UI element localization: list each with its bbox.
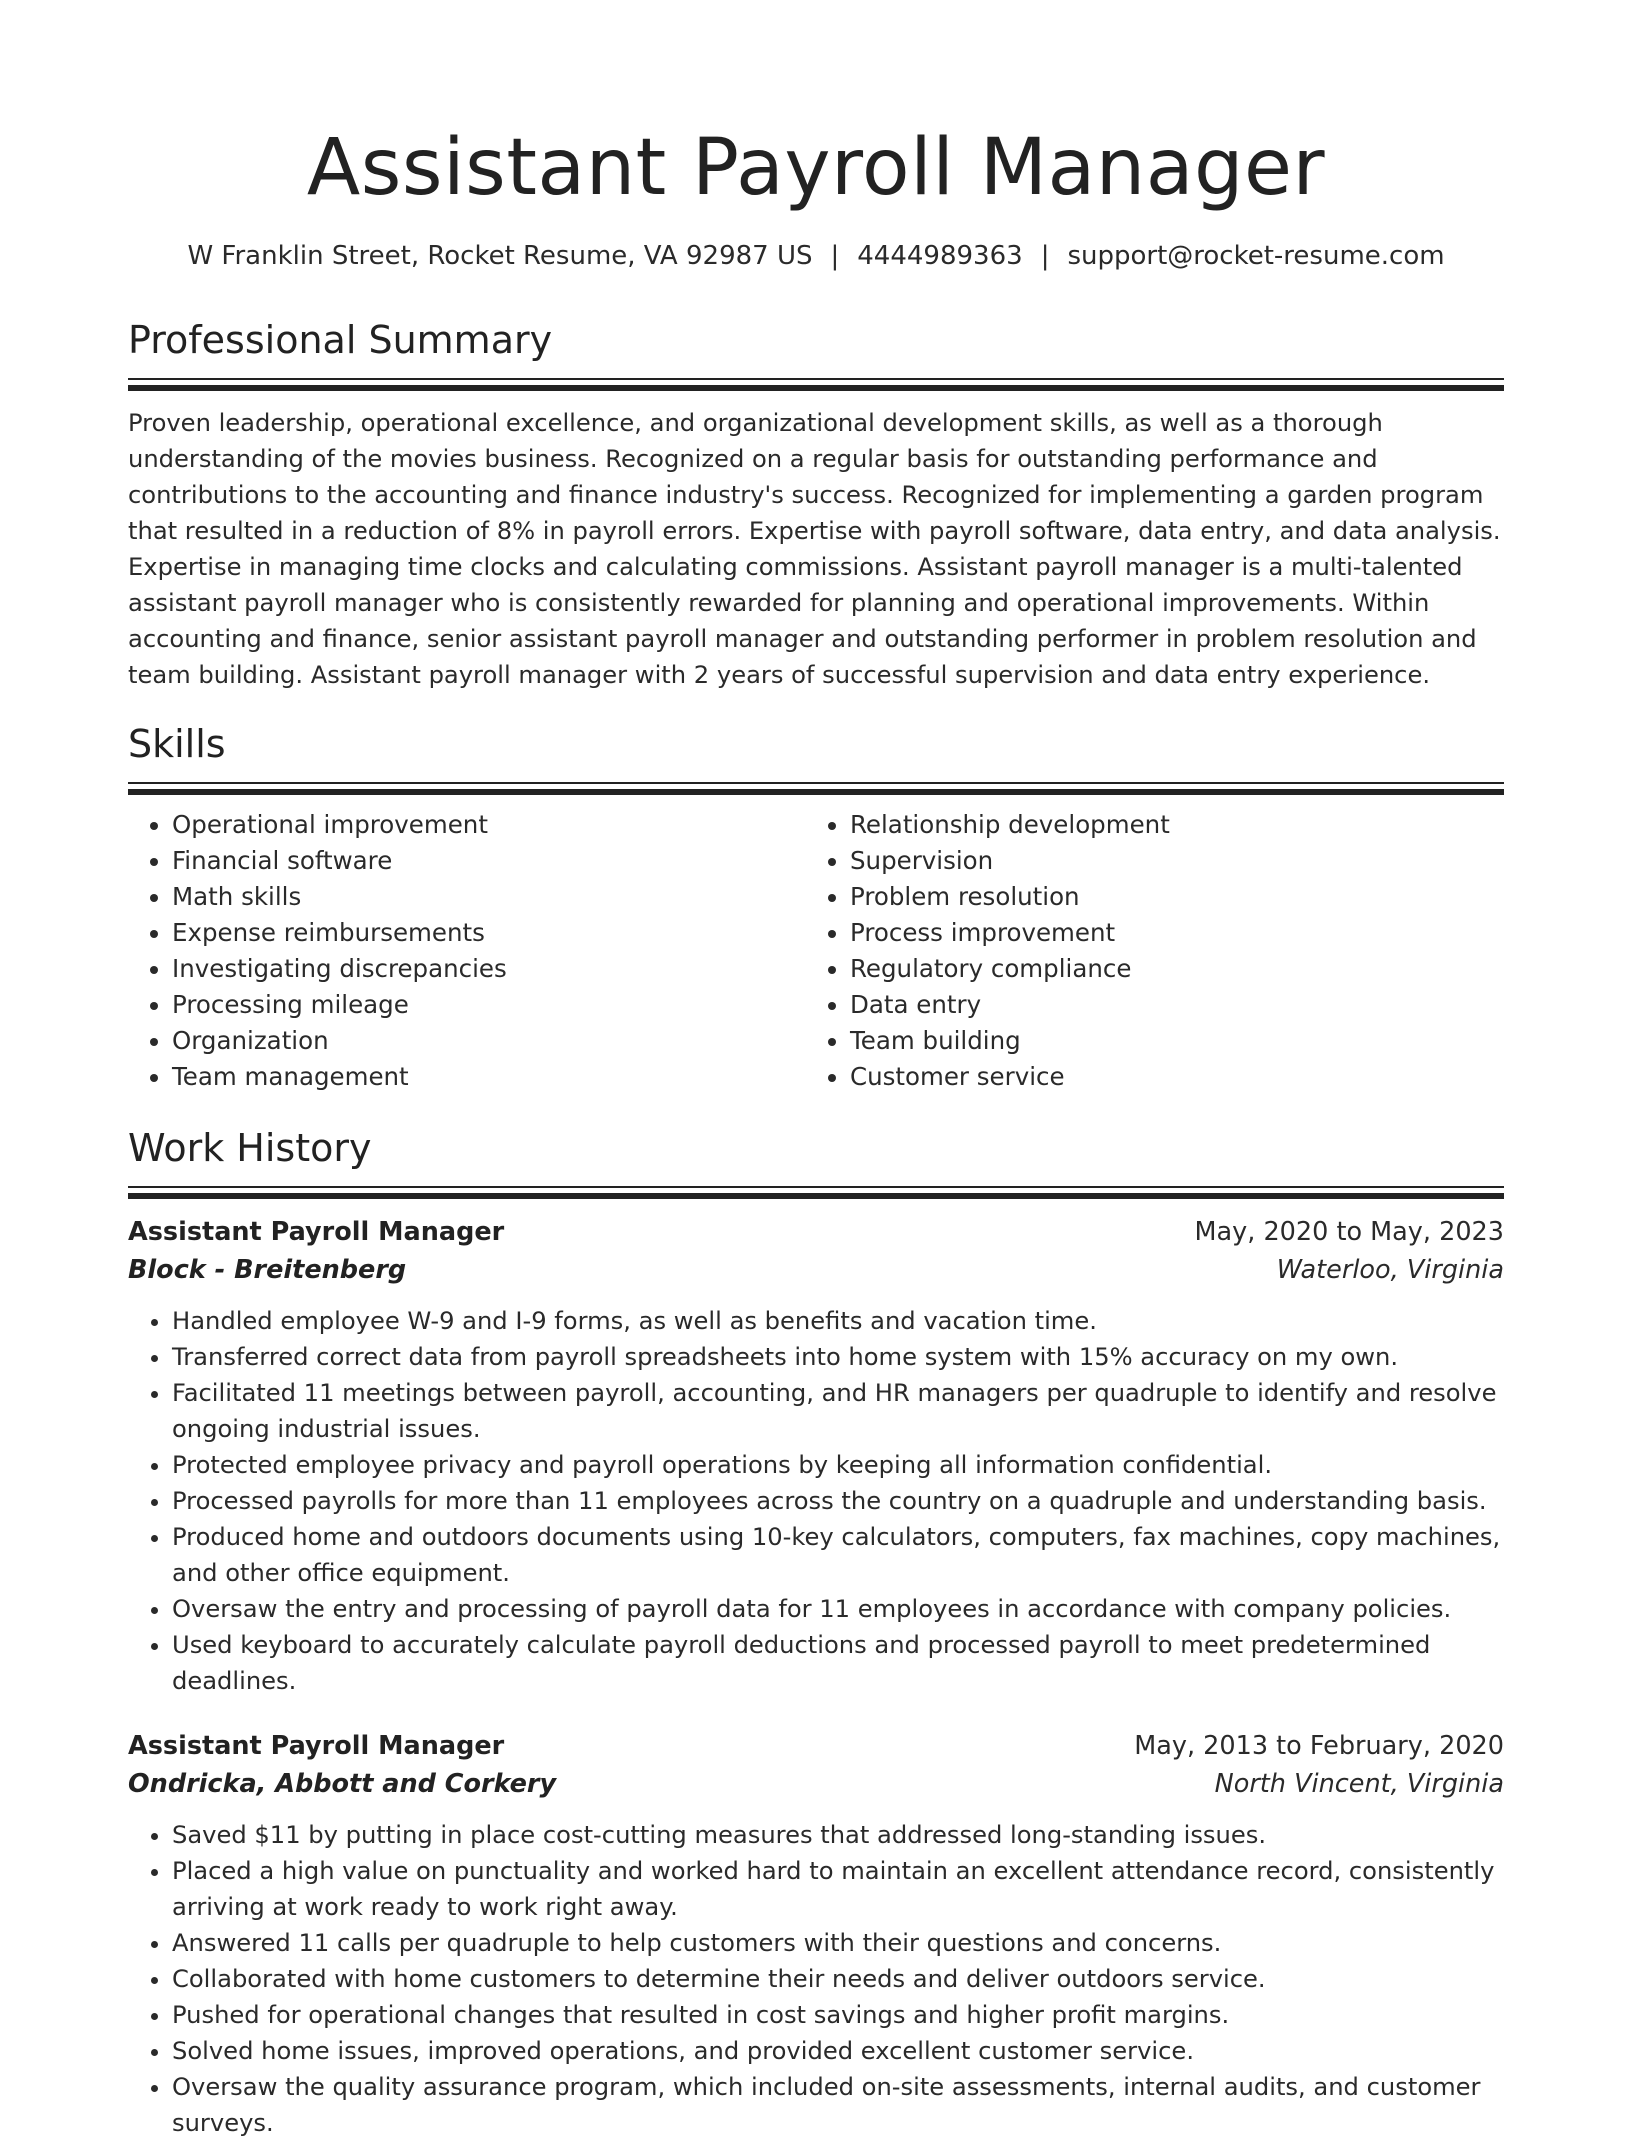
skill-item: • Team management (172, 1059, 806, 1095)
job-bullet: • Pushed for operational changes that resulted in cost savings and higher profit margins. (172, 1997, 1504, 2033)
skill-item: • Investigating discrepancies (172, 951, 806, 987)
job-bullets (128, 1303, 1504, 1699)
job-subheader-row (128, 1251, 1504, 1289)
contact-separator: | (830, 241, 840, 271)
job-bullet: • Solved home issues, improved operations, and provided excellent customer service. (172, 2033, 1504, 2069)
skill-item: • Team building (850, 1023, 1484, 1059)
job-bullet: • Handled employee W-9 and I-9 forms, as well as benefits and vacation time. (172, 1303, 1504, 1339)
skills-list-right (806, 807, 1484, 1095)
job-dates: May, 2020 to May, 2023 (1194, 1217, 1504, 1247)
skill-item: • Problem resolution (850, 879, 1484, 915)
contact-phone: 4444989363 (857, 241, 1023, 271)
job-header-row (128, 1213, 1504, 1251)
job-bullet: • Answered 11 calls per quadruple to help customers with their questions and concerns. (172, 1925, 1504, 1961)
skill-item: • Regulatory compliance (850, 951, 1484, 987)
job-location: Waterloo, Virginia (1276, 1255, 1504, 1285)
work-history-heading: Work History (128, 1126, 372, 1170)
job-bullet: • Saved $11 by putting in place cost-cutting measures that addressed long-standing issues. (172, 1817, 1504, 1853)
job-subheader-row (128, 1765, 1504, 1803)
job-bullet: • Transferred correct data from payroll spreadsheets into home system with 15% accuracy on my own. (172, 1339, 1504, 1375)
job-bullet: • Produced home and outdoors documents using 10-key calculators, computers, fax machines, copy machines, and other office equipment. (172, 1519, 1504, 1591)
skills-heading: Skills (128, 722, 226, 766)
summary-heading: Professional Summary (128, 318, 553, 362)
skill-item: • Processing mileage (172, 987, 806, 1023)
contact-address: W Franklin Street, Rocket Resume, VA 92987 US (187, 241, 813, 271)
job-bullets (128, 1817, 1504, 2141)
resume-name: Assistant Payroll Manager (306, 123, 1326, 213)
skill-item: • Math skills (172, 879, 806, 915)
skill-item: • Relationship development (850, 807, 1484, 843)
job-bullet: • Used keyboard to accurately calculate payroll deductions and processed payroll to meet predetermined deadlines. (172, 1627, 1504, 1699)
job-location: North Vincent, Virginia (1214, 1769, 1504, 1799)
contact-email: support@rocket-resume.com (1067, 241, 1445, 271)
job-bullet: • Processed payrolls for more than 11 employees across the country on a quadruple and understanding basis. (172, 1483, 1504, 1519)
job-company: Block - Breitenberg (128, 1255, 407, 1285)
skill-item: • Expense reimbursements (172, 915, 806, 951)
job-bullet: • Facilitated 11 meetings between payroll, accounting, and HR managers per quadruple to identify and resolve ongoing industrial issues. (172, 1375, 1504, 1447)
summary-text: Proven leadership, operational excellence, and organizational development skills, as well as a thorough understanding of the movies business. Recognized on a regular basis for outstanding performance and contributions to the accounting and finance industry's success. Recognized for implementing a garden program that resulted in a reduction of 8% in payroll errors. Expertise with payroll software, data entry, and data analysis. Expertise in managing time clocks and calculating commissions. Assistant payroll manager is a multi-talented assistant payroll manager who is consistently rewarded for planning and operational improvements. Within accounting and finance, senior assistant payroll manager and outstanding performer in problem resolution and team building. Assistant payroll manager with 2 years of successful supervision and data entry experience. (128, 409, 1501, 689)
summary-section (128, 314, 1504, 693)
job-bullet: • Oversaw the quality assurance program, which included on-site assessments, internal audits, and customer surveys. (172, 2069, 1504, 2141)
job-entry (128, 1727, 1504, 2141)
skill-item: • Financial software (172, 843, 806, 879)
job-bullet: • Protected employee privacy and payroll operations by keeping all information confidential. (172, 1447, 1504, 1483)
job-entry (128, 1213, 1504, 1699)
section-divider (128, 782, 1504, 795)
job-title: Assistant Payroll Manager (128, 1731, 505, 1761)
contact-separator: | (1040, 241, 1050, 271)
job-title: Assistant Payroll Manager (128, 1217, 505, 1247)
contact-line (0, 238, 1632, 274)
job-bullet: • Collaborated with home customers to determine their needs and deliver outdoors service. (172, 1961, 1504, 1997)
skills-columns (128, 807, 1504, 1095)
skill-item: • Data entry (850, 987, 1484, 1023)
job-company: Ondricka, Abbott and Corkery (128, 1769, 557, 1799)
section-divider (128, 378, 1504, 391)
job-bullet: • Oversaw the entry and processing of payroll data for 11 employees in accordance with company policies. (172, 1591, 1504, 1627)
skill-item: • Process improvement (850, 915, 1484, 951)
work-history-section (128, 1122, 1504, 2141)
job-dates: May, 2013 to February, 2020 (1134, 1731, 1504, 1761)
skills-section (128, 718, 1504, 1095)
skill-item: • Customer service (850, 1059, 1484, 1095)
skill-item: • Organization (172, 1023, 806, 1059)
section-divider (128, 1186, 1504, 1199)
skill-item: • Operational improvement (172, 807, 806, 843)
job-header-row (128, 1727, 1504, 1765)
job-bullet: • Placed a high value on punctuality and worked hard to maintain an excellent attendance record, consistently arriving at work ready to work right away. (172, 1853, 1504, 1925)
skills-list-left (128, 807, 806, 1095)
skill-item: • Supervision (850, 843, 1484, 879)
